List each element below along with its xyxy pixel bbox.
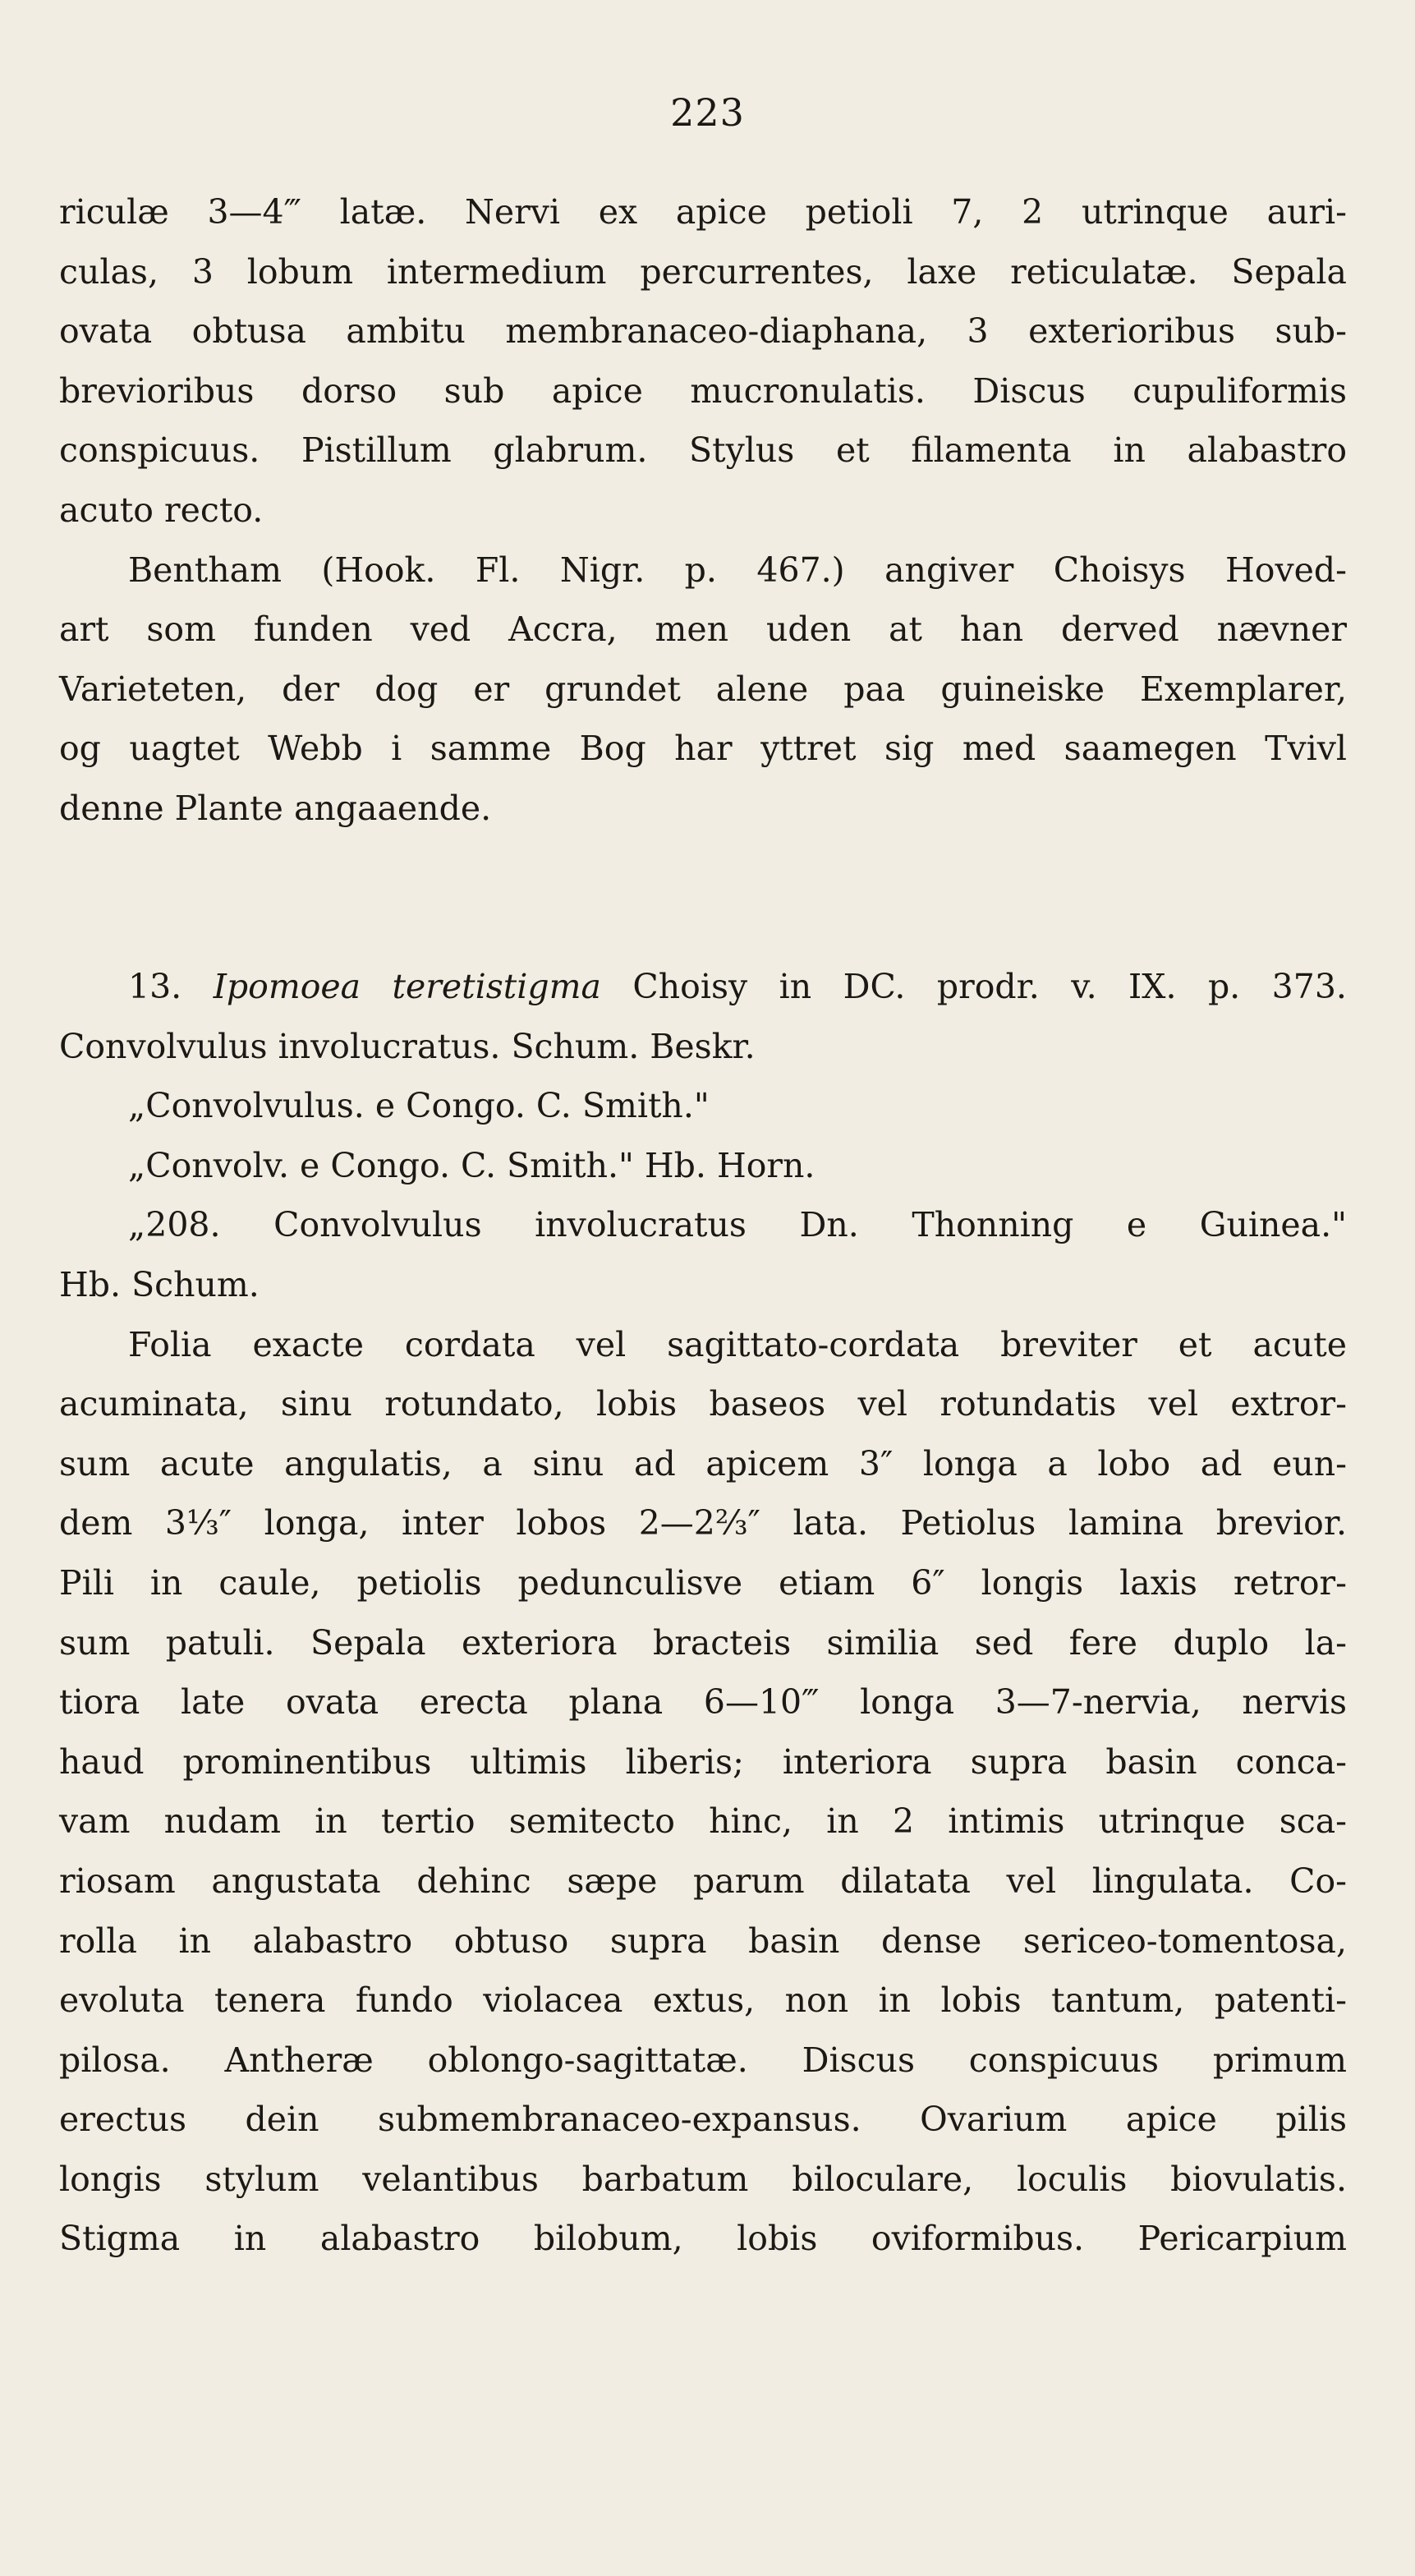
- text-line: brevioribus dorso sub apice mucronulatis. Discus cupuliformis: [59, 370, 1347, 411]
- herbarium-label-1: „Convolvulus. e Congo. C. Smith.": [128, 1086, 710, 1126]
- text-line: erectus dein submembranaceo-expansus. Ovarium apice pilis: [59, 2100, 1347, 2140]
- text-line: og uagtet Webb i samme Bog har yttret sig med saamegen Tvivl: [59, 729, 1347, 769]
- species-heading: [59, 957, 1347, 1315]
- species-synonym: Convolvulus involucratus. Schum. Beskr.: [59, 1026, 756, 1066]
- text-line: Pili in caule, petiolis pedunculisve etiam 6″ longis laxis retror-: [59, 1562, 1347, 1603]
- herbarium-label-2: „Convolv. e Congo. C. Smith." Hb. Horn.: [128, 1145, 815, 1185]
- text-line: conspicuus. Pistillum glabrum. Stylus et filamenta in alabastro: [59, 430, 1347, 471]
- page-number: 223: [670, 90, 745, 135]
- text-line: Folia exacte cordata vel sagittato-cordata breviter et acute: [128, 1324, 1347, 1364]
- text-line: acuto recto.: [59, 490, 264, 530]
- text-block-upper: [59, 182, 1347, 839]
- text-line: dem 3⅓″ longa, inter lobos 2—2⅔″ lata. Petiolus lamina brevior.: [59, 1503, 1347, 1543]
- text-line: rolla in alabastro obtuso supra basin dense sericeo-tomentosa,: [59, 1920, 1347, 1961]
- paragraph-continued-description: [59, 182, 1347, 540]
- text-line: riculæ 3—4‴ latæ. Nervi ex apice petioli 7, 2 utrinque auri-: [59, 192, 1347, 232]
- text-line: tiora late ovata erecta plana 6—10‴ longa 3—7-nervia, nervis: [59, 1682, 1347, 1723]
- text-line: riosam angustata dehinc sæpe parum dilatata vel lingulata. Co-: [59, 1861, 1347, 1901]
- species-number: 13.: [128, 967, 182, 1006]
- text-line: denne Plante angaaende.: [59, 788, 492, 828]
- paragraph-description: [59, 1315, 1347, 2270]
- text-line: Bentham (Hook. Fl. Nigr. p. 467.) angiver Choisys Hoved-: [128, 550, 1347, 590]
- text-block-species-13: [59, 957, 1347, 2269]
- text-line: evoluta tenera fundo violacea extus, non in lobis tantum, patenti-: [59, 1980, 1347, 2021]
- text-line: acuminata, sinu rotundato, lobis baseos vel rotundatis vel extror-: [59, 1384, 1347, 1424]
- text-line: haud prominentibus ultimis liberis; interiora supra basin conca-: [59, 1741, 1347, 1782]
- herbarium-label-3: „208. Convolvulus involucratus Dn. Thonning e Guinea.": [128, 1205, 1347, 1245]
- text-line: sum patuli. Sepala exteriora bracteis similia sed fere duplo la-: [59, 1622, 1347, 1663]
- species-name: Ipomoea teretistigma: [213, 967, 601, 1006]
- text-line: vam nudam in tertio semitecto hinc, in 2 intimis utrinque sca-: [59, 1801, 1347, 1842]
- text-line: Varieteten, der dog er grundet alene paa guineiske Exemplarer,: [59, 669, 1347, 709]
- species-heading-line: [59, 957, 1347, 1017]
- text-line: pilosa. Antheræ oblongo-sagittatæ. Discus conspicuus primum: [59, 2040, 1347, 2080]
- paragraph-bentham: [59, 540, 1347, 839]
- text-line: art som funden ved Accra, men uden at han derved nævner: [59, 610, 1347, 650]
- text-line: Stigma in alabastro bilobum, lobis oviformibus. Pericarpium: [59, 2219, 1347, 2259]
- text-line: culas, 3 lobum intermedium percurrentes, laxe reticulatæ. Sepala: [59, 251, 1347, 292]
- text-line: longis stylum velantibus barbatum biloculare, loculis biovulatis.: [59, 2159, 1347, 2199]
- text-line: ovata obtusa ambitu membranaceo-diaphana, 3 exterioribus sub-: [59, 311, 1347, 352]
- species-citation: Choisy in DC. prodr. v. IX. p. 373.: [632, 967, 1347, 1006]
- text-line: sum acute angulatis, a sinu ad apicem 3″ longa a lobo ad eun-: [59, 1443, 1347, 1484]
- herbarium-label-3-cont: Hb. Schum.: [59, 1264, 260, 1304]
